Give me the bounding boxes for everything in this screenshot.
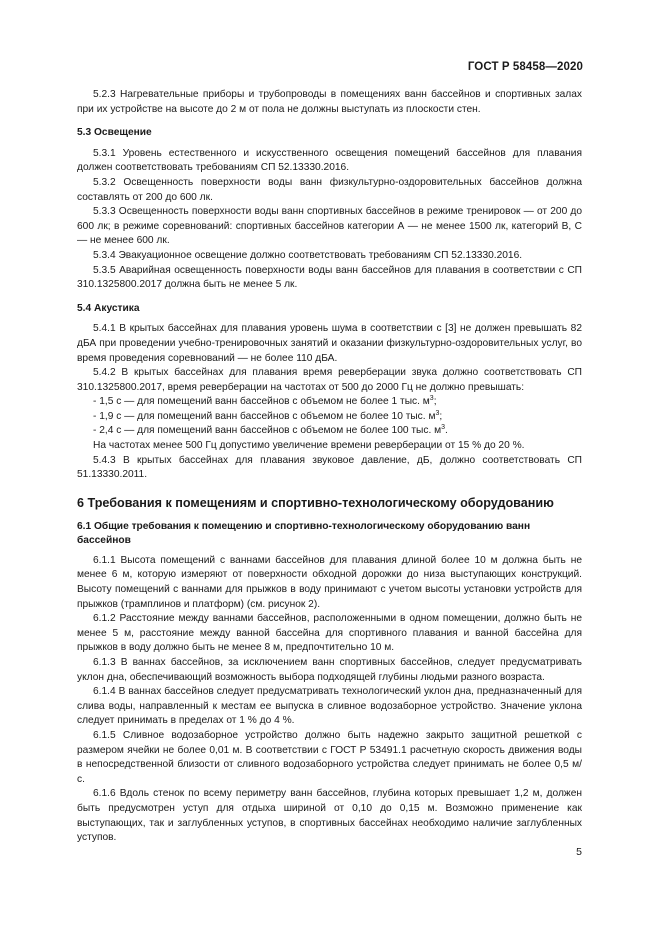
paragraph-6-1-4: 6.1.4 В ваннах бассейнов следует предусматривать технологический уклон дна, предназначенный для слива воды, направленный к местам ее выпуска в сливное водозаборное устройство. Значение уклона следует принимать в пределах от 1 % до 4 %. xyxy=(77,686,582,727)
paragraph-5-4-1: 5.4.1 В крытых бассейнах для плавания уровень шума в соответствии с [3] не должен превышать 82 дБА при проведении учебно-тренировочных занятий и оказании физкультурно-оздоровительных услуг, во время проведения соревнований — не более 110 дБА. xyxy=(77,323,582,364)
chapter-title-6: 6 Требования к помещениям и спортивно-технологическому оборудованию xyxy=(77,495,554,510)
paragraph-6-1-5: 6.1.5 Сливное водозаборное устройство должно быть надежно закрыто защитной решеткой с размером ячейки не более 0,01 м. В соответствии с ГОСТ Р 53491.1 расчетную скорость движения воды в непосредственной близости от сливного водозаборного устройства следует принимать не более 0,5 м/с. xyxy=(77,729,582,785)
paragraph-5-3-1: 5.3.1 Уровень естественного и искусственного освещения помещений бассейнов для плавания должен соответствовать требованиям СП 52.13330.2016. xyxy=(77,147,582,174)
paragraph-frequency-note: На частотах менее 500 Гц допустимо увеличение времени реверберации от 15 % до 20 %. xyxy=(93,440,525,452)
section-title-5-4: 5.4 Акустика xyxy=(77,302,140,314)
paragraph-5-3-2: 5.3.2 Освещенность поверхности воды ванн физкультурно-оздоровительных бассейнов должна составлять от 200 до 600 лк. xyxy=(77,176,582,203)
document-header: ГОСТ Р 58458—2020 xyxy=(467,61,583,73)
section-title-6-1: 6.1 Общие требования к помещению и спортивно-технологическому оборудованию ванн бассейнов xyxy=(77,520,531,546)
paragraph-5-2-3: 5.2.3 Нагревательные приборы и трубопроводы в помещениях ванн бассейнов и спортивных залах при их устройстве на высоте до 2 м от пола не должны выступать из плоскости стен. xyxy=(77,89,582,115)
paragraph-5-3-4: 5.3.4 Эвакуационное освещение должно соответствовать требованиям СП 52.13330.2016. xyxy=(93,249,523,261)
list-item: - 2,4 с — для помещений ванн бассейнов с объемом не более 100 тыс. $м^3$. xyxy=(93,424,448,437)
section-title-5-3: 5.3 Освещение xyxy=(77,127,152,139)
paragraph-6-1-2: 6.1.2 Расстояние между ваннами бассейнов, расположенными в одном помещении, должно быть не менее 5 м, расстояние между ванной бассейна для спортивного плавания и ванной бассейна для прыжков в воду должно быть не менее 8 м, предпочтительно 10 м. xyxy=(77,613,582,654)
paragraph-6-1-3: 6.1.3 В ваннах бассейнов, за исключением ванн спортивных бассейнов, следует предусматривать уклон дна, обеспечивающий возможность выбора подходящей глубины людьми разного возраста. xyxy=(77,657,582,683)
paragraph-5-4-3: 5.4.3 В крытых бассейнах для плавания звуковое давление, дБ, должно соответствовать СП 51.13330.2011. xyxy=(77,454,582,481)
paragraph-6-1-1: 6.1.1 Высота помещений с ваннами бассейнов для плавания длиной более 10 м должна быть не менее 6 м, которую измеряют от поверхности обходной дорожки до низа выступающих конструкций. Высоту помещений с ваннами для прыжков в воду принимают с учетом высоты установки устройств для прыжков (трамплинов и платформ) (см. рисунок 2). xyxy=(77,554,582,610)
page-number: 5 xyxy=(576,846,582,858)
paragraph-6-1-6: 6.1.6 Вдоль стенок по всему периметру ванн бассейнов, глубина которых превышает 1,2 м, должен быть предусмотрен уступ для отдыха шириной от 0,10 до 0,15 м. Возможно применение как выступающих, так и заглубленных уступов, в спортивных бассейнах необходимо наличие заглубленных уступов. xyxy=(77,788,582,844)
paragraph-5-3-5: 5.3.5 Аварийная освещенность поверхности воды ванн бассейнов для плавания в соответствии с СП 310.1325800.2017 должна быть не менее 5 лк. xyxy=(77,264,582,291)
list-item: - 1,9 с — для помещений ванн бассейнов с объемом не более 10 тыс. $м^3$; xyxy=(93,409,443,422)
paragraph-5-3-3: 5.3.3 Освещенность поверхности воды ванн спортивных бассейнов в режиме тренировок — от 200 до 600 лк; в режиме соревнований: спортивных бассейнов категории А — не менее 1500 лк, категорий В, С — не менее 600 лк. xyxy=(77,206,582,247)
list-item: - 1,5 с — для помещений ванн бассейнов с объемом не более 1 тыс. $м^3$; xyxy=(93,395,437,408)
document-body xyxy=(77,88,582,846)
paragraph-5-4-2: 5.4.2 В крытых бассейнах для плавания время реверберации звука должно соответствовать СП 310.1325800.2017, время реверберации на частотах от 500 до 2000 Гц не должно превышать: xyxy=(77,367,582,393)
